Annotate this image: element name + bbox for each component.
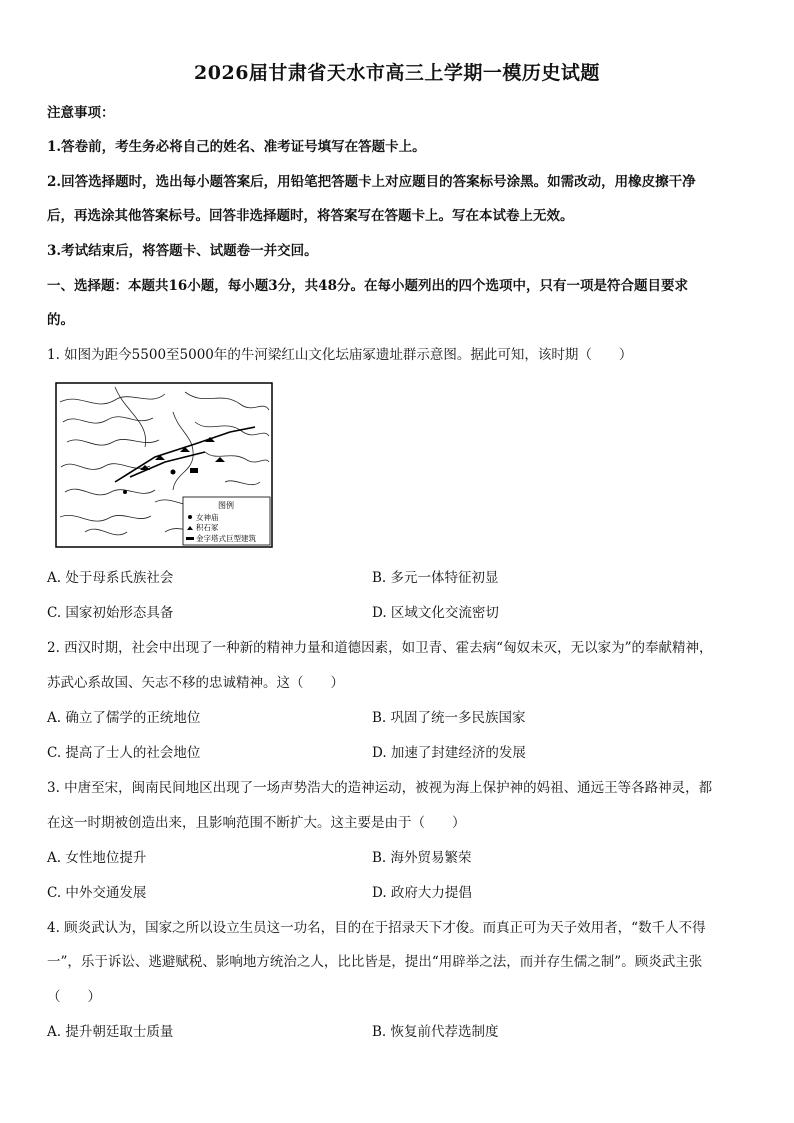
legend-item-cairn: 积石冢 <box>196 523 219 532</box>
q1-option-a: A. 处于母系氏族社会 <box>47 570 174 586</box>
notice-item-3: 3.考试结束后，将答题卡、试题卷一并交回。 <box>47 243 318 259</box>
q2-stem-line1: 2. 西汉时期，社会中出现了一种新的精神力量和道德因素，如卫青、霍去病“匈奴未灭，无以家为”的奉献精神， <box>47 640 713 656</box>
legend-item-temple: 女神庙 <box>196 513 219 522</box>
q4-stem-line3: （ ） <box>47 989 101 1005</box>
q1-option-c: C. 国家初始形态具备 <box>47 605 174 621</box>
q2-stem-line2: 苏武心系故国、矢志不移的忠诚精神。这（ ） <box>47 675 344 691</box>
page-title: 2026届甘肃省天水市高三上学期一模历史试题 <box>194 62 600 84</box>
q2-option-c: C. 提高了士人的社会地位 <box>47 745 201 761</box>
q3-option-c: C. 中外交通发展 <box>47 885 147 901</box>
q3-option-a: A. 女性地位提升 <box>47 850 147 866</box>
notice-item-2b: 后，再选涂其他答案标号。回答非选择题时，将答案写在答题卡上。写在本试卷上无效。 <box>47 208 574 224</box>
q3-stem-line1: 3. 中唐至宋，闽南民间地区出现了一场声势浩大的造神运动，被视为海上保护神的妈祖、通远王等各路神灵，都 <box>47 780 713 796</box>
legend-title: 图例 <box>218 501 234 510</box>
q3-option-d: D. 政府大力提倡 <box>372 885 472 901</box>
legend-item-pyramid: 金字塔式巨型建筑 <box>196 534 256 543</box>
map-legend <box>183 497 270 545</box>
section-heading-2: 的。 <box>47 312 74 328</box>
q3-option-b: B. 海外贸易繁荣 <box>372 850 472 866</box>
notice-item-1: 1.答卷前，考生务必将自己的姓名、准考证号填写在答题卡上。 <box>47 139 426 155</box>
notice-heading: 注意事项： <box>47 105 115 121</box>
q2-option-a: A. 确立了儒学的正统地位 <box>47 710 201 726</box>
q4-stem-line2: 一”，乐于诉讼、逃避赋税、影响地方统治之人，比比皆是，提出“用辟举之法，而并存生儒之制”。顾炎武主张 <box>47 954 703 970</box>
q2-option-d: D. 加速了封建经济的发展 <box>372 745 526 761</box>
q1-stem: 1. 如图为距今5500至5000年的牛河梁红山文化坛庙冢遗址群示意图。据此可知，该时期（ ） <box>47 347 633 363</box>
q4-option-a: A. 提升朝廷取士质量 <box>47 1024 174 1040</box>
q3-stem-line2: 在这一时期被创造出来，且影响范围不断扩大。这主要是由于（ ） <box>47 815 466 831</box>
q4-stem-line1: 4. 顾炎武认为，国家之所以设立生员这一功名，目的在于招录天下才俊。而真正可为天子效用者，“数千人不得 <box>47 920 706 936</box>
q1-option-d: D. 区域文化交流密切 <box>372 605 499 621</box>
q1-option-b: B. 多元一体特征初显 <box>372 570 499 586</box>
section-heading-1: 一、选择题：本题共16小题，每小题3分，共48分。在每小题列出的四个选项中，只有一项是符合题目要求 <box>47 278 688 294</box>
q2-option-b: B. 巩固了统一多民族国家 <box>372 710 526 726</box>
notice-item-2a: 2.回答选择题时，选出每小题答案后，用铅笔把答题卡上对应题目的答案标号涂黑。如需改动，用橡皮擦干净 <box>47 174 696 190</box>
site-map-image <box>55 382 273 548</box>
q4-option-b: B. 恢复前代荐选制度 <box>372 1024 499 1040</box>
